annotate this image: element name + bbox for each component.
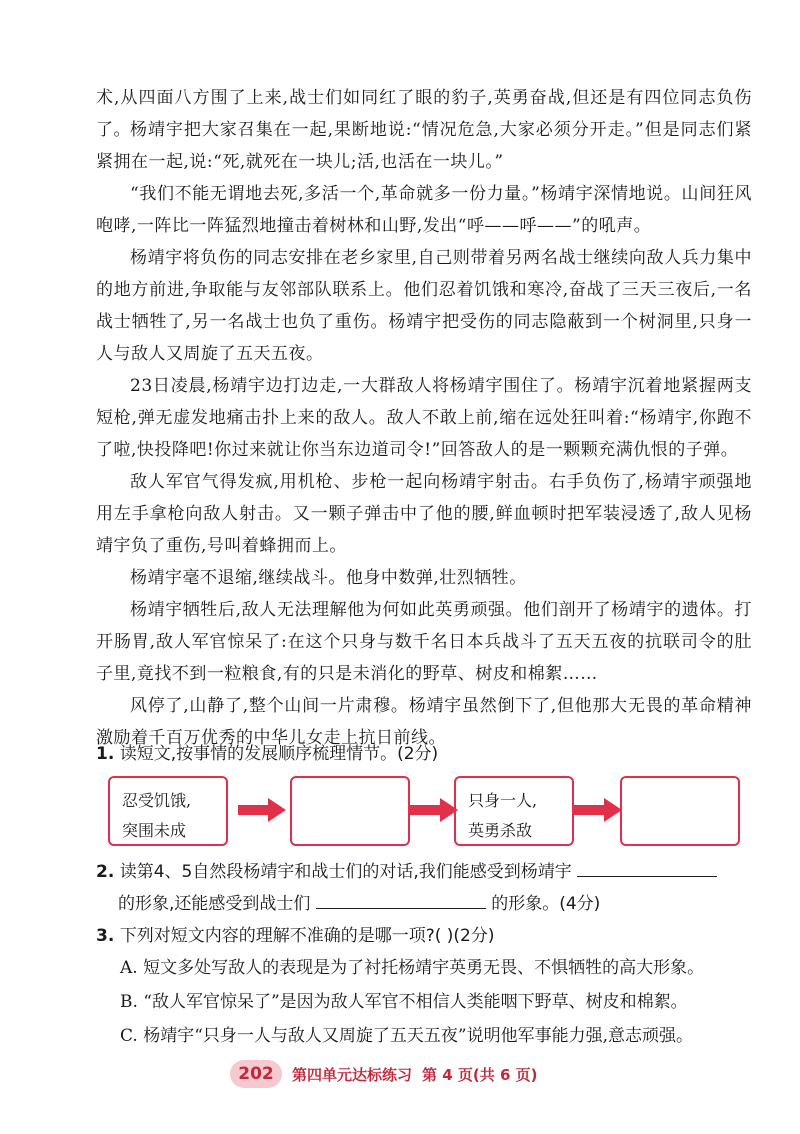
plot-box-3 [454,776,574,846]
paragraph-8: 杨靖宇牺牲后,敌人无法理解他为何如此英勇顽强。他们剖开了杨靖宇的遗体。打开肠胃,敌人军官惊呆了:在这个只身与数千名日本兵战斗了五天五夜的抗联司令的肚子里,竟找不到一粒粮食,有的只是未消化的野草、树皮和棉絮…… [96,600,752,684]
unit-title: 第四单元达标练习 [292,1065,413,1084]
plot-box-3-line1: 只身一人, [468,791,538,810]
option-a[interactable]: A. 短文多处写敌人的表现是为了衬托杨靖宇英勇无畏、不惧牺牲的高大形象。 [120,958,705,978]
question-3-number: 3. [96,926,115,946]
question-2-text-part2: 的形象,还能感受到战士们 [118,894,311,914]
paragraph-5: 23日凌晨,杨靖宇边打边走,一大群敌人将杨靖宇围住了。杨靖宇沉着地紧握两支短枪,弹无虚发地痛击扑上来的敌人。敌人不敢上前,缩在远处狂叫着:“杨靖宇,你跑不了啦,快投降吧!你过来就让你当东边道司令!”回答敌人的是一颗颗充满仇恨的子弹。 [96,376,752,460]
plot-box-4-answer[interactable] [620,776,740,846]
question-2-cont [118,888,778,920]
paragraph-9: 风停了,山静了,整个山间一片肃穆。杨靖宇虽然倒下了,但他那大无畏的革命精神激励着千百万优秀的中华儿女走上抗日前线。 [96,696,752,748]
question-2-text-part1: 读第4、5自然段杨靖宇和战士们的对话,我们能感受到杨靖宇 [119,862,572,882]
question-1 [96,738,756,770]
plot-box-2-answer[interactable] [290,776,410,846]
question-1-text: 读短文,按事情的发展顺序梳理情节。(2分) [119,744,439,764]
question-1-number: 1. [96,744,115,764]
arrow-right-icon [410,798,458,822]
plot-box-3-line2: 英勇杀敌 [468,821,533,840]
plot-box-1-line2: 突围未成 [122,821,187,840]
page-number-badge: 202 [230,1060,282,1088]
answer-blank-soldiers-image[interactable] [316,888,486,909]
paragraph-2: 杨靖宇把大家召集在一起,果断地说:“情况危急,大家必须分开走。”但是同志们紧紧拥在一起,说:“死,就死在一块儿;活,也活在一块儿。” [96,120,752,172]
paragraph-6: 敌人军官气得发疯,用机枪、步枪一起向杨靖宇射击。右手负伤了,杨靖宇顽强地用左手拿枪向敌人射击。又一颗子弹击中了他的腰,鲜血顿时把军装浸透了,敌人见杨靖宇负了重伤,号叫着蜂拥而上。 [96,472,752,556]
question-2-number: 2. [96,862,115,882]
arrow-right-icon [238,798,286,822]
paragraph-3: “我们不能无谓地去死,多活一个,革命就多一份力量。”杨靖宇深情地说。山间狂风咆哮,一阵比一阵猛烈地撞击着树林和山野,发出“呼——呼——”的吼声。 [96,184,752,236]
question-3 [96,920,756,952]
page-footer [230,1054,538,1094]
question-2-text-part3: 的形象。(4分) [491,894,601,914]
arrow-right-icon [574,798,622,822]
paragraph-1: 术,从四面八方围了上来,战士们如同红了眼的豹子,英勇奋战,但还是有四位同志负伤了。 [96,88,752,140]
answer-blank-yang-image[interactable] [577,856,717,877]
option-b[interactable]: B. “敌人军官惊呆了”是因为敌人军官不相信人类能咽下野草、树皮和棉絮。 [120,992,688,1012]
paragraph-4: 杨靖宇将负伤的同志安排在老乡家里,自己则带着另两名战士继续向敌人兵力集中的地方前进,争取能与友邻部队联系上。他们忍着饥饿和寒冷,奋战了三天三夜后,一名战士牺牲了,另一名战士也负了重伤。杨靖宇把受伤的同志隐蔽到一个树洞里,只身一人与敌人又周旋了五天五夜。 [96,248,752,364]
question-3-text: 下列对短文内容的理解不准确的是哪一项?( )(2分) [119,926,495,946]
option-c[interactable]: C. 杨靖宇“只身一人与敌人又周旋了五天五夜”说明他军事能力强,意志顽强。 [120,1026,693,1046]
paragraph-7: 杨靖宇毫不退缩,继续战斗。他身中数弹,壮烈牺牲。 [130,568,527,588]
question-2 [96,856,756,888]
plot-box-1-line1: 忍受饥饿, [122,791,192,810]
plot-box-1 [108,776,228,846]
page-info: 第 4 页(共 6 页) [422,1065,538,1084]
